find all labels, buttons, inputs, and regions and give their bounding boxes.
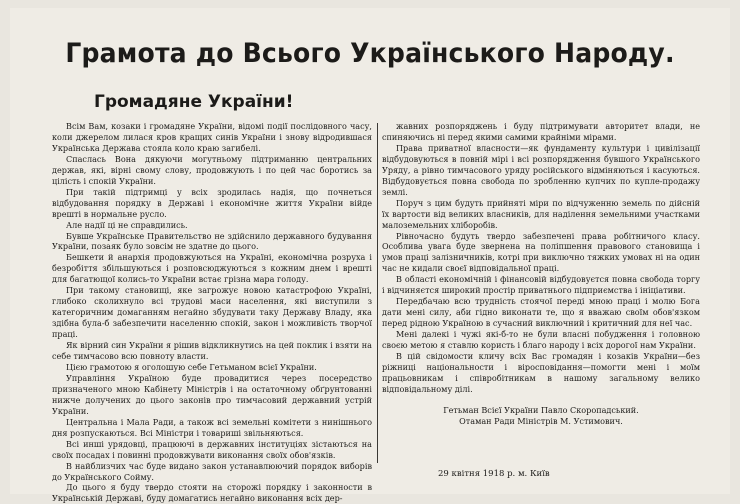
signature-spacer: [382, 395, 700, 405]
paragraph: В області економічній і фінансовій відбудовуєтся повна свобода торгу і відчиняєтся широкий простір приватнього підприємства і ініціативи.: [382, 274, 700, 296]
paragraph: До цього я буду твердо стояти на сторожі порядку і законности в Українській Державі, буду домагатись негайно виконання всіх дер-: [52, 482, 372, 504]
paragraph: Бувше Українське Правительство не здійснило державного будування України, позаяк було зовсім не здатне до цього.: [52, 230, 372, 252]
column-divider: [377, 123, 378, 463]
paragraph: Передбачаю всю трудність стоячої переді мною праці і молю Бога дати мені силу, аби гідно виконати те, що я вважаю своїм обов'язком перед рідною Україною в сучасний виключний і критичний для неї час.: [382, 296, 700, 329]
signature-otaman: Отаман Ради Міністрів М. Устимович.: [459, 415, 623, 426]
paragraph: Як вірний син України я рішив відкликнутись на цей поклик і взяти на себе тимчасово всю повноту власти.: [52, 340, 372, 362]
paragraph: Всі инші урядовці, працюючі в державних інституціях зістаються на своїх посадах і повинні продовжувати виконання своїх обов'язків.: [52, 438, 372, 460]
paragraph: Центральна і Мала Ради, а також всі земельні комітети з нинішнього дня розпускаються. Всі Міністри і товариші звільняються.: [52, 416, 372, 438]
paragraph: Права приватної власности—як фундаменту культури і цивілізації відбудовуються в повній мірі і всі розпорядження бувшого Українського Уряду, а рівно тимчасового уряду російського відміняються і касуються. Відбудовується повна свобода по зробленню купчих по купле-продажу землі.: [382, 142, 700, 197]
document-title: Грамота до Всього Українського Народу.: [65, 38, 675, 69]
signature-hetman: Гетьман Всієї України Павло Скоропадський.: [443, 404, 639, 415]
paragraph: В найблизчих час буде видано закон устанавлюючий порядок виборів до Українського Сойму.: [52, 460, 372, 482]
paragraph: Управління Україною буде провадитися через посередство призначеного мною Кабінету Міністрів і на остаточному обґрунтованні нижче долучених до цього законів про тимчасовий державний устрій України.: [52, 372, 372, 416]
paragraph: При такій підтримці у всіх зродилась надія, що почнеться відбудовання порядку в Державі і економічне життя України війде врешті в нормальне русло.: [52, 186, 372, 219]
paragraph: Мені далекі і чужі які-б-то не були власні побудження і головною своєю метою я ставлю користь і благо народу і всіх дорогої нам України.: [382, 329, 700, 351]
right-text-column: [382, 121, 700, 459]
paragraph: Спаслась Вона дякуючи могутньому підтриманню центральних держав, які, вірні свому слову, продовжують і по цей час боротись за цілість і спокій України.: [52, 153, 372, 186]
paragraph: При такому становищі, яке загрожує новою катастрофою Україні, глибоко сколихнуло всі трудові маси населення, які виступили з категоричним домаганням негайно збудувати таку Державу Владу, яка здібна була-б забезпечити населенню спокій, закон і можливість творчої праці.: [52, 285, 372, 340]
paragraph: жавних розпоряджень і буду підтримувати авторитет влади, не спиняючись ні перед якими самими крайніми мірами.: [382, 121, 700, 142]
paragraph: В цій свідомости кличу всіх Вас громадян і козаків України—без ріжниці національности і віросповідання—помогти мені і моїм працьовникам і співробітникам в нашому загальному велико відповідальному ділі.: [382, 351, 700, 394]
paragraph: Бешкети й анархія продовжуються на Україні, економічна розруха і безробіття збільшуються і розповсюджуються з кожним днем і врешті для багатющої колись-то України встає грізна мара голоду.: [52, 252, 372, 285]
paragraph: Рівночасно будуть твердо забезпечені права робітничого класу. Особлива увага буде звернена на поліпшення правового становища і умов праці залізничників, котрі при виключно тяжких умовах ні на один час не кидали своєї відповідальної праці.: [382, 230, 700, 274]
paragraph: Цією грамотою я оголошую себе Гетьманом всієї України.: [66, 361, 317, 372]
left-text-column: [52, 121, 372, 504]
paragraph: Поруч з цим будуть прийняті міри по відчуженню земель по дійсній їх вартости від великих власників, для наділення земельними участками малоземельних хліборобів.: [382, 197, 700, 230]
paragraph: Але надії ці не справдились.: [66, 219, 188, 230]
document-subtitle: Громадяне України!: [94, 92, 294, 112]
paragraph: Всім Вам, козаки і громадяне України, відомі події послідовного часу, коли джерелом лилася кров кращих синів України і знову відродившася Українська Держава стояла коло краю загибелі.: [52, 121, 372, 153]
date-place: 29 квітня 1918 р. м. Київ: [438, 469, 550, 479]
